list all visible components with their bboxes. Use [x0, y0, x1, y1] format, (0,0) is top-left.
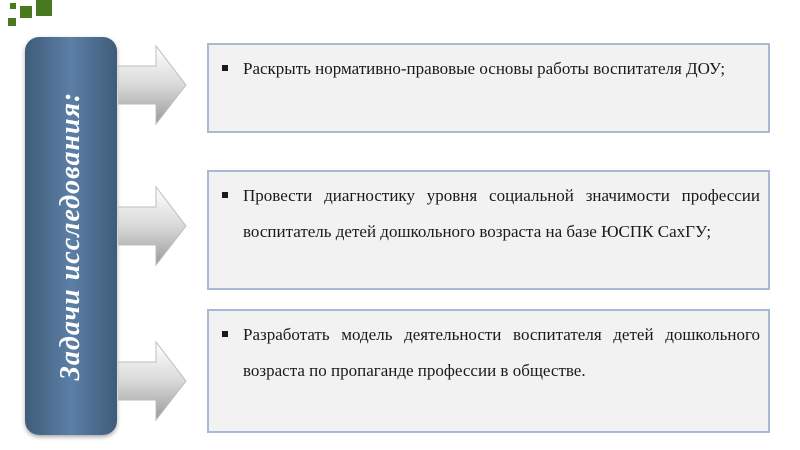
task-list: [219, 51, 760, 87]
bullet-icon: [222, 192, 228, 198]
task-list: [219, 178, 760, 250]
list-item: [219, 178, 760, 250]
list-item: [219, 317, 760, 389]
bullet-icon: [222, 65, 228, 71]
task-box-2: [207, 170, 770, 290]
task-list: [219, 317, 760, 389]
corner-decoration: [0, 0, 60, 30]
arrow-right-icon: [118, 338, 188, 424]
task-text: Разработать модель деятельности воспитателя детей дошкольного возраста по пропаганде профессии в обществе.: [243, 325, 760, 380]
task-box-3: [207, 309, 770, 433]
arrow-right-icon: [118, 183, 188, 269]
task-box-1: [207, 43, 770, 133]
bullet-icon: [222, 331, 228, 337]
page-title: Задачи исследования:: [55, 91, 86, 381]
list-item: [219, 51, 760, 87]
arrow-right-icon: [118, 42, 188, 128]
task-text: Раскрыть нормативно-правовые основы работы воспитателя ДОУ;: [243, 59, 726, 78]
task-text: Провести диагностику уровня социальной значимости профессии воспитатель детей дошкольного возраста на базе ЮСПК СахГУ;: [243, 186, 760, 241]
title-panel: [25, 37, 117, 435]
